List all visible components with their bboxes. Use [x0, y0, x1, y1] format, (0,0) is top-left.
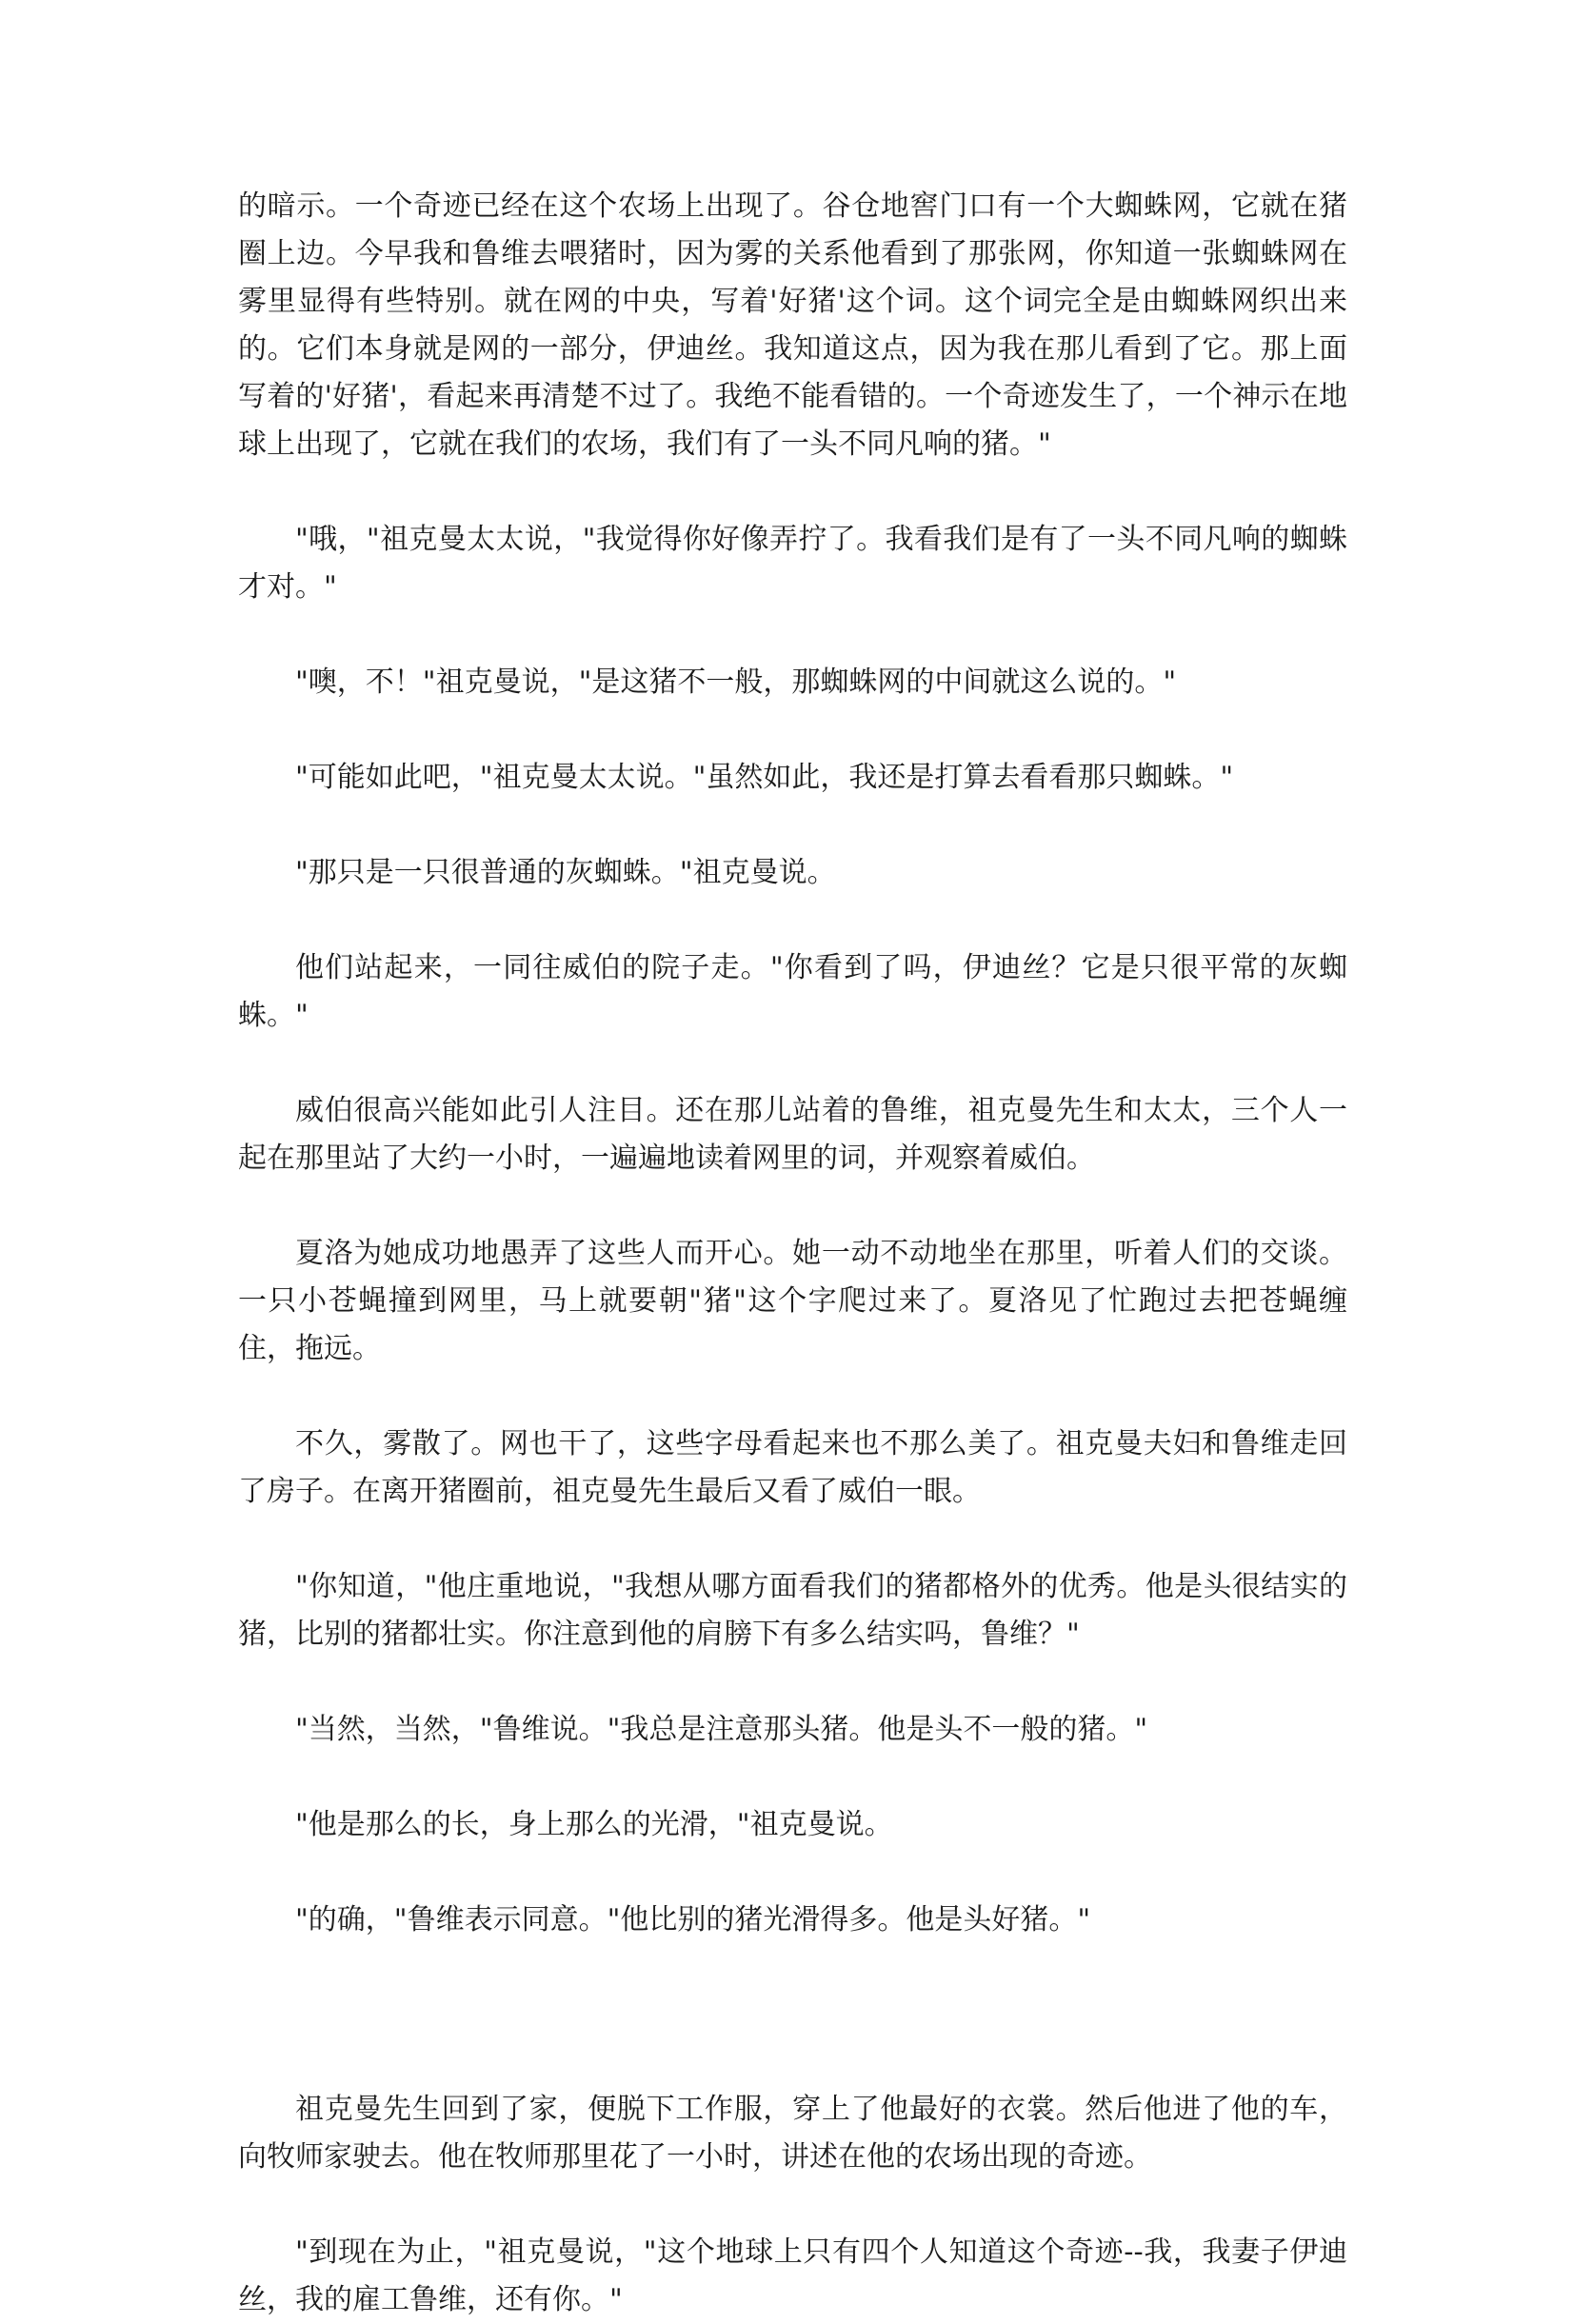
paragraph-spacer [238, 611, 1347, 659]
paragraph-10: "你知道，"他庄重地说，"我想从哪方面看我们的猪都格外的优秀。他是头很结实的猪，比别的猪都壮实。你注意到他的肩膀下有多么结实吗，鲁维？" [238, 1570, 1347, 1651]
paragraph-spacer [238, 1040, 1347, 1087]
paragraph-spacer [238, 1182, 1347, 1230]
paragraph-spacer [238, 1659, 1347, 1706]
section-break-spacer [238, 1944, 1347, 2086]
paragraph-11: "当然，当然，"鲁维说。"我总是注意那头猪。他是头不一般的猪。" [295, 1713, 1148, 1746]
paragraph-4: "可能如此吧，"祖克曼太太说。"虽然如此，我还是打算去看看那只蜘蛛。" [295, 761, 1234, 794]
paragraph-spacer [238, 2181, 1347, 2229]
paragraph-spacer [238, 802, 1347, 849]
paragraph-spacer [238, 1754, 1347, 1801]
paragraph-5: "那只是一只很普通的灰蜘蛛。"祖克曼说。 [295, 856, 836, 889]
paragraph-spacer [238, 1849, 1347, 1897]
paragraph-8: 夏洛为她成功地愚弄了这些人而开心。她一动不动地坐在那里，听着人们的交谈。一只小苍蝇撞到网里，马上就要朝"猪"这个字爬过来了。夏洛见了忙跑过去把苍蝇缠住，拖远。 [238, 1237, 1347, 1365]
paragraph-spacer [238, 468, 1347, 516]
paragraph-1: 的暗示。一个奇迹已经在这个农场上出现了。谷仓地窖门口有一个大蜘蛛网，它就在猪圈上边。今早我和鲁维去喂猪时，因为雾的关系他看到了那张网，你知道一张蜘蛛网在雾里显得有些特别。就在网的中央，写着'好猪'这个词。这个词完全是由蜘蛛网织出来的。它们本身就是网的一部分，伊迪丝。我知道这点，因为我在那儿看到了它。那上面写着的'好猪'，看起来再清楚不过了。我绝不能看错的。一个奇迹发生了，一个神示在地球上出现了，它就在我们的农场，我们有了一头不同凡响的猪。" [238, 189, 1347, 461]
paragraph-14: 祖克曼先生回到了家，便脱下工作服，穿上了他最好的衣裳。然后他进了他的车，向牧师家驶去。他在牧师那里花了一小时，讲述在他的农场出现的奇迹。 [238, 2093, 1347, 2174]
paragraph-3: "噢，不！"祖克曼说，"是这猪不一般，那蜘蛛网的中间就这么说的。" [295, 665, 1177, 699]
paragraph-spacer [238, 1516, 1347, 1563]
paragraph-13: "的确，"鲁维表示同意。"他比别的猪光滑得多。他是头好猪。" [295, 1903, 1091, 1937]
paragraph-2: "哦，"祖克曼太太说，"我觉得你好像弄拧了。我看我们是有了一头不同凡响的蜘蛛才对。" [238, 523, 1347, 604]
paragraph-6: 他们站起来，一同往威伯的院子走。"你看到了吗，伊迪丝？它是只很平常的灰蜘蛛。" [238, 951, 1347, 1032]
paragraph-15: "到现在为止，"祖克曼说，"这个地球上只有四个人知道这个奇迹--我，我妻子伊迪丝，我的雇工鲁维，还有你。" [238, 2235, 1347, 2316]
paragraph-spacer [238, 1373, 1347, 1420]
document-page [238, 183, 1347, 2324]
paragraph-7: 威伯很高兴能如此引人注目。还在那儿站着的鲁维，祖克曼先生和太太，三个人一起在那里站了大约一小时，一遍遍地读着网里的词，并观察着威伯。 [238, 1094, 1347, 1175]
paragraph-spacer [238, 897, 1347, 944]
paragraph-12: "他是那么的长，身上那么的光滑，"祖克曼说。 [295, 1808, 893, 1841]
paragraph-9: 不久，雾散了。网也干了，这些字母看起来也不那么美了。祖克曼夫妇和鲁维走回了房子。在离开猪圈前，祖克曼先生最后又看了威伯一眼。 [238, 1427, 1347, 1508]
paragraph-spacer [238, 706, 1347, 754]
